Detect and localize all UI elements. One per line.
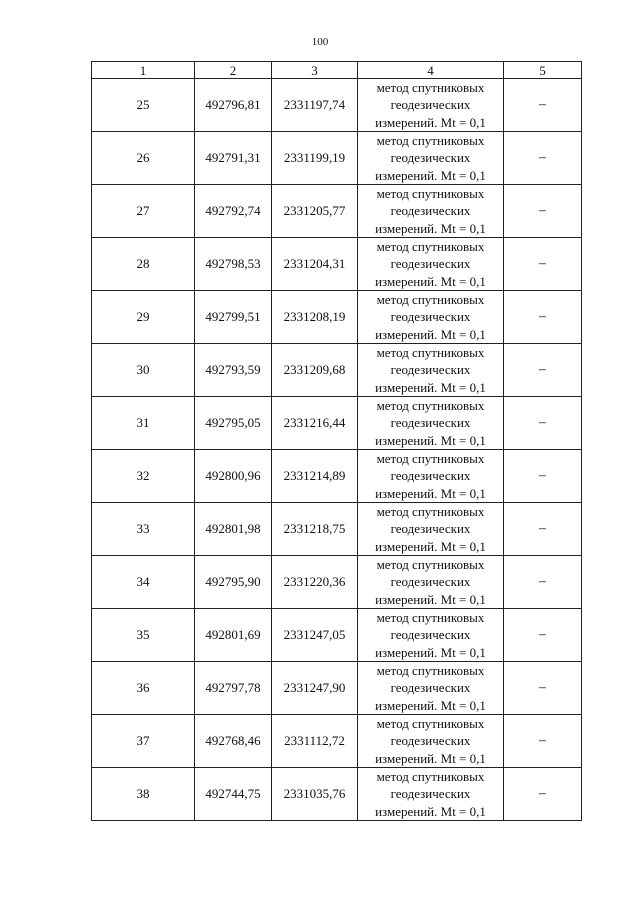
note-cell: –: [504, 397, 582, 450]
coordinate-x: 492744,75: [195, 768, 272, 821]
point-number: 26: [92, 132, 195, 185]
coordinate-x: 492801,98: [195, 503, 272, 556]
method-line-3: измерений. Mt = 0,1: [375, 167, 486, 183]
coordinate-x: 492768,46: [195, 715, 272, 768]
coordinate-y: 2331220,36: [272, 556, 358, 609]
point-number: 32: [92, 450, 195, 503]
method-line-1: метод спутниковых: [376, 186, 485, 202]
table-row: [92, 503, 582, 556]
method-description: [358, 344, 504, 397]
coordinate-y: 2331247,05: [272, 609, 358, 662]
method-line-3: измерений. Mt = 0,1: [375, 750, 486, 766]
method-description: [358, 79, 504, 132]
method-line-1: метод спутниковых: [376, 292, 485, 308]
method-description: [358, 662, 504, 715]
point-number: 33: [92, 503, 195, 556]
method-line-3: измерений. Mt = 0,1: [375, 220, 486, 236]
method-line-1: метод спутниковых: [376, 716, 485, 732]
method-line-2: геодезических: [390, 680, 471, 696]
table-row: [92, 79, 582, 132]
method-line-1: метод спутниковых: [376, 80, 485, 96]
method-line-1: метод спутниковых: [376, 398, 485, 414]
method-line-2: геодезических: [390, 309, 471, 325]
table-row: [92, 291, 582, 344]
method-line-2: геодезических: [390, 97, 471, 113]
method-line-3: измерений. Mt = 0,1: [375, 485, 486, 501]
note-cell: –: [504, 344, 582, 397]
method-description: [358, 450, 504, 503]
method-description: [358, 132, 504, 185]
coordinate-x: 492792,74: [195, 185, 272, 238]
coordinate-x: 492796,81: [195, 79, 272, 132]
method-line-3: измерений. Mt = 0,1: [375, 114, 486, 130]
coordinate-y: 2331204,31: [272, 238, 358, 291]
method-description: [358, 503, 504, 556]
method-description: [358, 715, 504, 768]
method-description: [358, 291, 504, 344]
method-line-1: метод спутниковых: [376, 239, 485, 255]
note-cell: –: [504, 79, 582, 132]
method-description: [358, 397, 504, 450]
method-line-1: метод спутниковых: [376, 504, 485, 520]
method-line-3: измерений. Mt = 0,1: [375, 803, 486, 819]
method-line-2: геодезических: [390, 733, 471, 749]
point-number: 36: [92, 662, 195, 715]
coordinate-y: 2331205,77: [272, 185, 358, 238]
coordinate-y: 2331247,90: [272, 662, 358, 715]
column-header-5: 5: [504, 62, 582, 79]
coordinate-y: 2331216,44: [272, 397, 358, 450]
coordinate-y: 2331209,68: [272, 344, 358, 397]
method-description: [358, 768, 504, 821]
coordinate-y: 2331214,89: [272, 450, 358, 503]
table-row: [92, 238, 582, 291]
table-body: [92, 79, 582, 821]
method-line-3: измерений. Mt = 0,1: [375, 273, 486, 289]
coordinate-x: 492801,69: [195, 609, 272, 662]
point-number: 30: [92, 344, 195, 397]
coordinate-x: 492800,96: [195, 450, 272, 503]
note-cell: –: [504, 132, 582, 185]
coordinate-y: 2331218,75: [272, 503, 358, 556]
method-line-2: геодезических: [390, 256, 471, 272]
coordinate-x: 492791,31: [195, 132, 272, 185]
note-cell: –: [504, 291, 582, 344]
coordinate-x: 492799,51: [195, 291, 272, 344]
method-line-1: метод спутниковых: [376, 610, 485, 626]
table-row: [92, 715, 582, 768]
method-line-2: геодезических: [390, 521, 471, 537]
coordinate-y: 2331197,74: [272, 79, 358, 132]
method-line-3: измерений. Mt = 0,1: [375, 379, 486, 395]
note-cell: –: [504, 185, 582, 238]
column-header-1: 1: [92, 62, 195, 79]
note-cell: –: [504, 556, 582, 609]
method-line-2: геодезических: [390, 627, 471, 643]
point-number: 31: [92, 397, 195, 450]
coordinate-x: 492798,53: [195, 238, 272, 291]
note-cell: –: [504, 450, 582, 503]
method-line-1: метод спутниковых: [376, 663, 485, 679]
point-number: 38: [92, 768, 195, 821]
method-line-1: метод спутниковых: [376, 451, 485, 467]
point-number: 37: [92, 715, 195, 768]
coordinate-x: 492795,90: [195, 556, 272, 609]
method-line-2: геодезических: [390, 574, 471, 590]
table-row: [92, 185, 582, 238]
page-number: 100: [311, 36, 329, 48]
note-cell: –: [504, 662, 582, 715]
method-description: [358, 556, 504, 609]
method-line-3: измерений. Mt = 0,1: [375, 432, 486, 448]
method-line-3: измерений. Mt = 0,1: [375, 644, 486, 660]
column-header-2: 2: [195, 62, 272, 79]
coordinate-x: 492795,05: [195, 397, 272, 450]
point-number: 35: [92, 609, 195, 662]
method-line-3: измерений. Mt = 0,1: [375, 538, 486, 554]
method-line-2: геодезических: [390, 415, 471, 431]
method-line-3: измерений. Mt = 0,1: [375, 326, 486, 342]
method-line-3: измерений. Mt = 0,1: [375, 591, 486, 607]
method-line-1: метод спутниковых: [376, 557, 485, 573]
method-description: [358, 238, 504, 291]
point-number: 28: [92, 238, 195, 291]
method-line-2: геодезических: [390, 468, 471, 484]
method-line-2: геодезических: [390, 786, 471, 802]
note-cell: –: [504, 503, 582, 556]
method-line-2: геодезических: [390, 362, 471, 378]
note-cell: –: [504, 238, 582, 291]
note-cell: –: [504, 715, 582, 768]
method-description: [358, 185, 504, 238]
method-line-1: метод спутниковых: [376, 769, 485, 785]
table-row: [92, 132, 582, 185]
coordinate-y: 2331035,76: [272, 768, 358, 821]
table-header-row: [92, 62, 582, 79]
coordinate-y: 2331199,19: [272, 132, 358, 185]
column-header-4: 4: [358, 62, 504, 79]
note-cell: –: [504, 768, 582, 821]
coordinate-y: 2331112,72: [272, 715, 358, 768]
point-number: 29: [92, 291, 195, 344]
method-description: [358, 609, 504, 662]
table-row: [92, 662, 582, 715]
table-row: [92, 556, 582, 609]
method-line-1: метод спутниковых: [376, 345, 485, 361]
coordinate-x: 492793,59: [195, 344, 272, 397]
column-header-3: 3: [272, 62, 358, 79]
table-row: [92, 397, 582, 450]
coordinate-y: 2331208,19: [272, 291, 358, 344]
table-row: [92, 768, 582, 821]
point-number: 34: [92, 556, 195, 609]
coordinate-x: 492797,78: [195, 662, 272, 715]
method-line-3: измерений. Mt = 0,1: [375, 697, 486, 713]
point-number: 27: [92, 185, 195, 238]
method-line-2: геодезических: [390, 203, 471, 219]
note-cell: –: [504, 609, 582, 662]
table-row: [92, 344, 582, 397]
method-line-1: метод спутниковых: [376, 133, 485, 149]
coordinates-table: [91, 61, 582, 821]
table-row: [92, 450, 582, 503]
point-number: 25: [92, 79, 195, 132]
table-row: [92, 609, 582, 662]
method-line-2: геодезических: [390, 150, 471, 166]
